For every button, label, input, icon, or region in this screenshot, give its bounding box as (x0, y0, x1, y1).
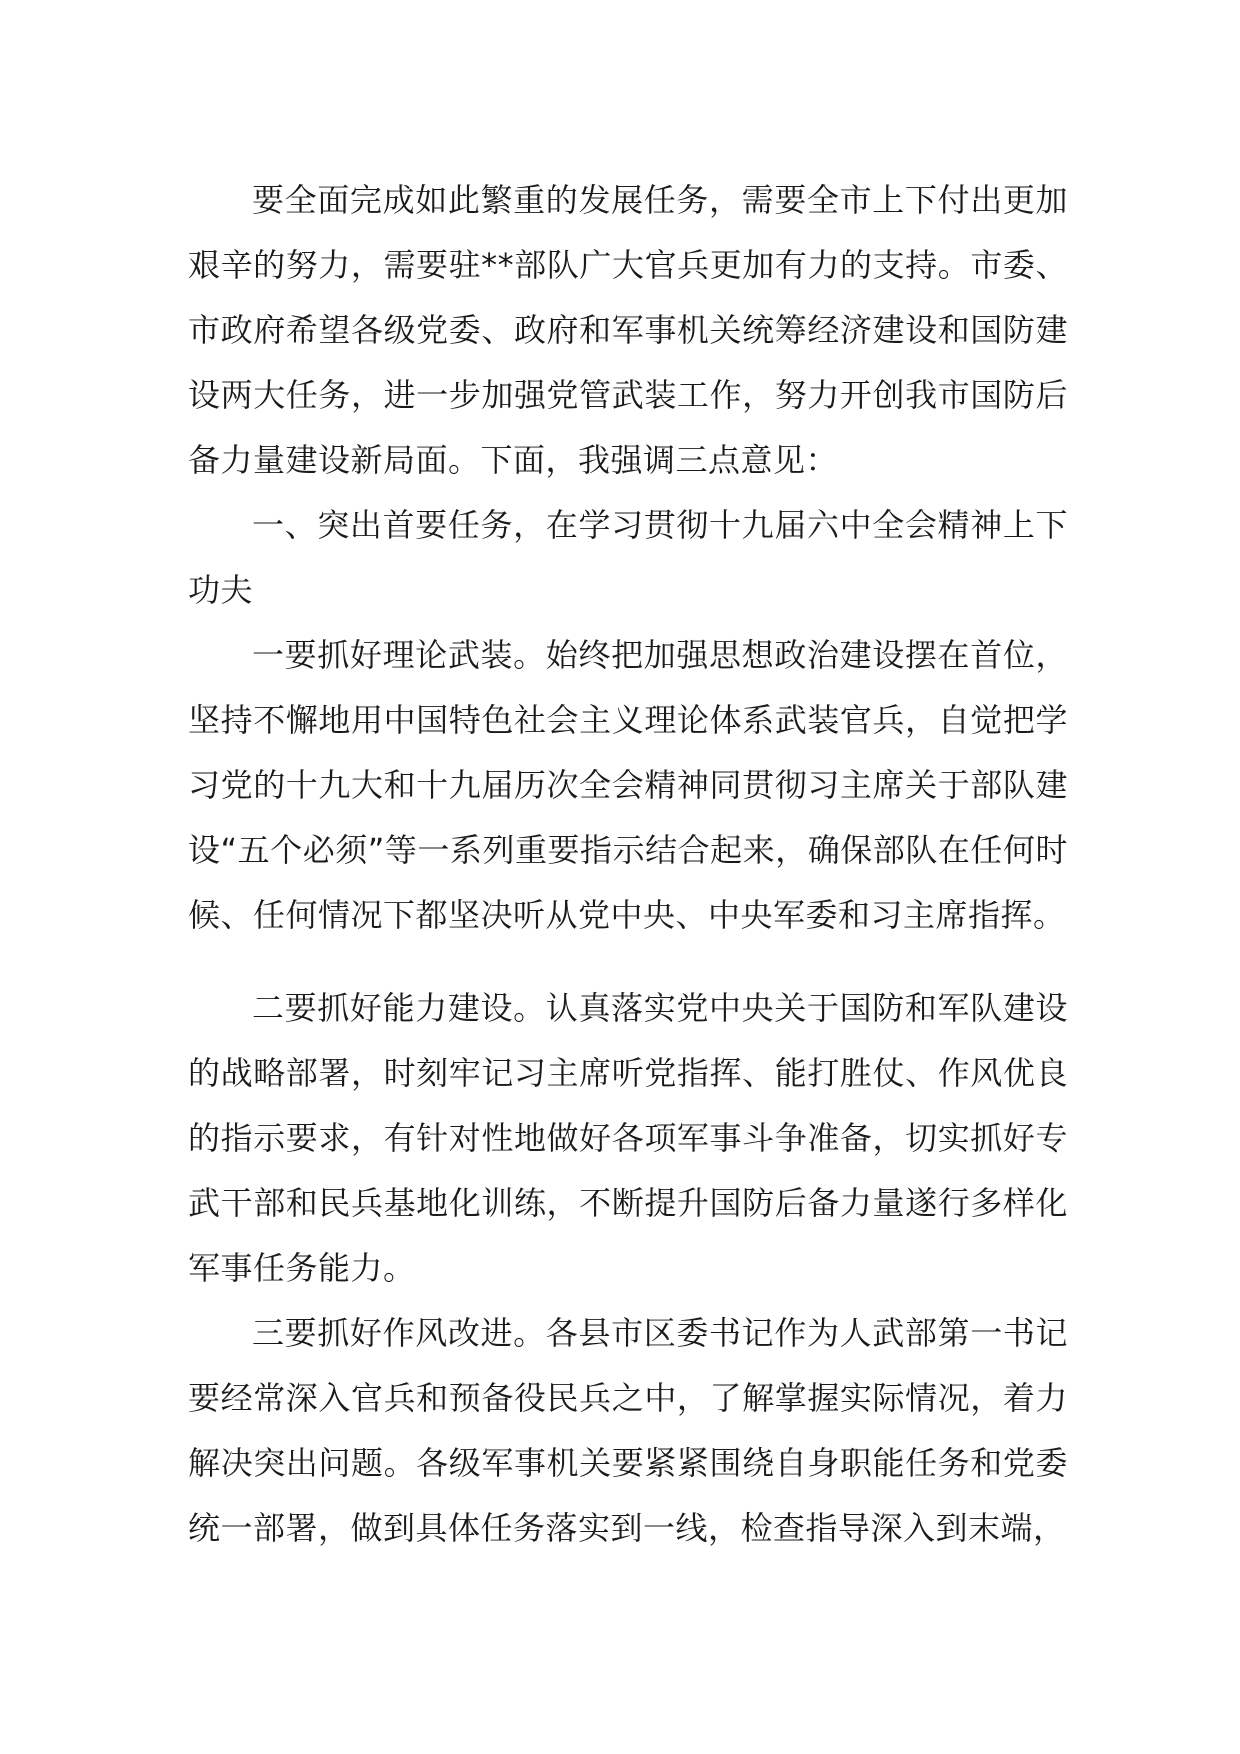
document-body (188, 168, 1068, 1561)
paragraph-intro: 要全面完成如此繁重的发展任务，需要全市上下付出更加艰辛的努力，需要驻**部队广大官兵更加有力的支持。市委、市政府希望各级党委、政府和军事机关统筹经济建设和国防建设两大任务，进一步加强党管武装工作，努力开创我市国防后备力量建设新局面。下面，我强调三点意见： (188, 181, 1068, 479)
paragraph-style: 三要抓好作风改进。各县市区委书记作为人武部第一书记要经常深入官兵和预备役民兵之中，了解掌握实际情况，着力解决突出问题。各级军事机关要紧紧围绕自身职能任务和党委统一部署，做到具体任务落实到一线，检查指导深入到末端， (188, 1314, 1068, 1547)
section-heading-1: 一、突出首要任务，在学习贯彻十九届六中全会精神上下功夫 (188, 506, 1068, 609)
paragraph-capability: 二要抓好能力建设。认真落实党中央关于国防和军队建设的战略部署，时刻牢记习主席听党指挥、能打胜仗、作风优良的指示要求，有针对性地做好各项军事斗争准备，切实抓好专武干部和民兵基地化训练，不断提升国防后备力量遂行多样化军事任务能力。 (188, 989, 1068, 1287)
paragraph-theory: 一要抓好理论武装。始终把加强思想政治建设摆在首位，坚持不懈地用中国特色社会主义理论体系武装官兵，自觉把学习党的十九大和十九届历次全会精神同贯彻习主席关于部队建设“五个必须”等一系列重要指示结合起来，确保部队在任何时候、任何情况下都坚决听从党中央、中央军委和习主席指挥。 (188, 636, 1068, 934)
